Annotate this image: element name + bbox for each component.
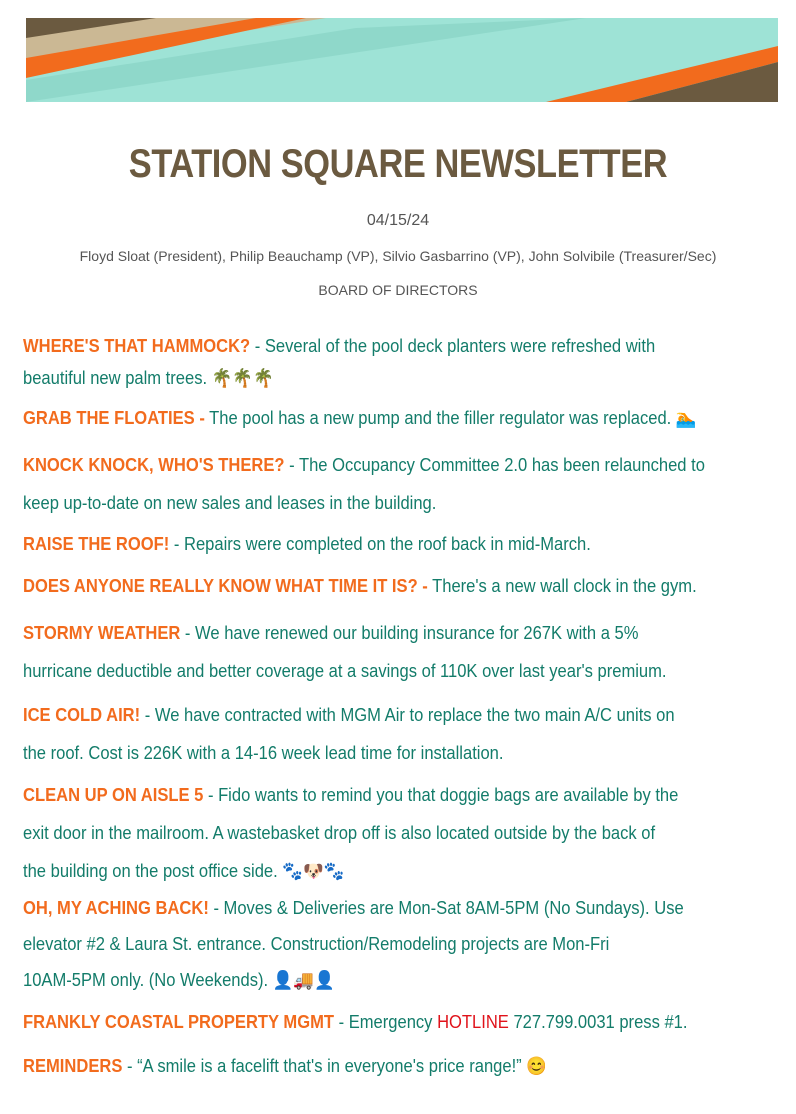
item-heading: CLEAN UP ON AISLE 5 bbox=[23, 785, 204, 805]
item-text: The pool has a new pump and the filler regulator was replaced. bbox=[204, 408, 672, 428]
news-item-property-mgmt bbox=[23, 1006, 775, 1038]
item-text: exit door in the mailroom. A wastebasket drop off is also located outside by the back of bbox=[23, 823, 656, 843]
item-text: 10AM-5PM only. (No Weekends). bbox=[23, 970, 269, 990]
hotline-label: HOTLINE bbox=[437, 1012, 509, 1032]
news-item-ac bbox=[23, 696, 775, 772]
item-heading: GRAB THE FLOATIES - bbox=[23, 408, 205, 428]
news-item-insurance bbox=[23, 614, 775, 690]
news-item-floaties bbox=[23, 402, 775, 434]
item-text: elevator #2 & Laura St. entrance. Construction/Remodeling projects are Mon-Fri bbox=[23, 934, 610, 954]
item-text: - We have renewed our building insurance for 267K with a 5% bbox=[180, 623, 639, 643]
page-title: STATION SQUARE NEWSLETTER bbox=[128, 142, 668, 186]
news-item-moves bbox=[23, 890, 775, 998]
board-members: Floyd Sloat (President), Philip Beauchamp (VP), Silvio Gasbarrino (VP), John Solvibile (Treasurer/Sec) bbox=[79, 248, 717, 264]
news-item-doggie-bags bbox=[23, 776, 775, 890]
smile-icon: 😊 bbox=[526, 1056, 547, 1076]
item-text: - Emergency bbox=[333, 1012, 438, 1032]
news-item-roof bbox=[23, 528, 775, 560]
item-text: beautiful new palm trees. bbox=[23, 368, 208, 388]
news-item-hammock bbox=[23, 330, 775, 394]
item-text: - We have contracted with MGM Air to replace the two main A/C units on bbox=[140, 705, 675, 725]
item-text: - Moves & Deliveries are Mon-Sat 8AM-5PM (No Sundays). Use bbox=[208, 898, 684, 918]
item-heading: FRANKLY COASTAL PROPERTY MGMT bbox=[23, 1012, 334, 1032]
item-text: - “A smile is a facelift that's in everyone's price range!” bbox=[122, 1056, 522, 1076]
item-heading: KNOCK KNOCK, WHO'S THERE? bbox=[23, 455, 285, 475]
item-heading: OH, MY ACHING BACK! bbox=[23, 898, 209, 918]
hotline-number: 727.799.0031 press #1. bbox=[508, 1012, 688, 1032]
item-heading: STORMY WEATHER bbox=[23, 623, 181, 643]
item-text: - The Occupancy Committee 2.0 has been relaunched to bbox=[284, 455, 705, 475]
news-item-clock bbox=[23, 570, 775, 602]
item-text: - Several of the pool deck planters were refreshed with bbox=[250, 336, 656, 356]
paw-icon: 🐾🐶🐾 bbox=[282, 861, 345, 881]
item-heading: RAISE THE ROOF! bbox=[23, 534, 170, 554]
header-banner bbox=[26, 18, 778, 102]
item-text: - Fido wants to remind you that doggie bags are available by the bbox=[203, 785, 679, 805]
truck-icon: 👤🚚👤 bbox=[272, 970, 335, 990]
swimmer-icon: 🏊 bbox=[675, 408, 697, 428]
item-text: the roof. Cost is 226K with a 14-16 week lead time for installation. bbox=[23, 743, 504, 763]
item-heading: REMINDERS bbox=[23, 1056, 123, 1076]
item-heading: WHERE'S THAT HAMMOCK? bbox=[23, 336, 251, 356]
item-heading: DOES ANYONE REALLY KNOW WHAT TIME IT IS? - bbox=[23, 576, 428, 596]
item-heading: ICE COLD AIR! bbox=[23, 705, 141, 725]
news-item-reminders bbox=[23, 1050, 775, 1082]
issue-date: 04/15/24 bbox=[366, 212, 430, 229]
palm-tree-icon: 🌴🌴🌴 bbox=[211, 368, 274, 388]
item-text: the building on the post office side. bbox=[23, 861, 278, 881]
item-text: There's a new wall clock in the gym. bbox=[427, 576, 697, 596]
item-text: keep up-to-date on new sales and leases in the building. bbox=[23, 493, 437, 513]
news-item-occupancy bbox=[23, 446, 775, 522]
item-text: - Repairs were completed on the roof back in mid-March. bbox=[169, 534, 591, 554]
board-label: BOARD OF DIRECTORS bbox=[318, 282, 478, 298]
item-text: hurricane deductible and better coverage at a savings of 110K over last year's premium. bbox=[23, 661, 667, 681]
